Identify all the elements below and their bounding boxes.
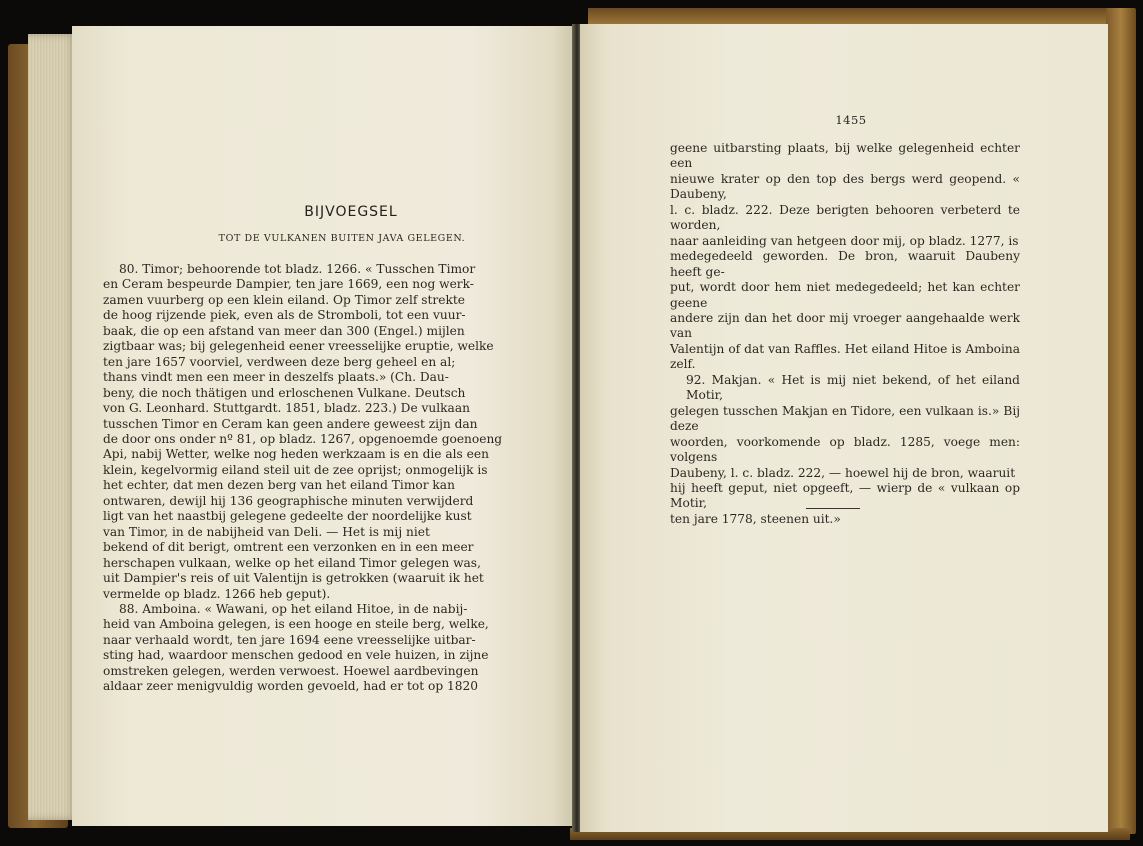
text-line: de hoog rijzende piek, even als de Stromboli, tot een vuur- [103, 308, 466, 323]
page-number: 1455 [835, 113, 867, 127]
text-line: von G. Leonhard. Stuttgardt. 1851, bladz. 223.) De vulkaan [103, 401, 470, 416]
text-line: Valentijn of dat van Raffles. Het eiland Hitoe is Amboina zelf. [670, 341, 1020, 372]
text-line: geene uitbarsting plaats, bij welke gelegenheid echter een [670, 141, 1020, 171]
text-line: herschapen vulkaan, welke op het eiland Timor gelegen was, [103, 555, 481, 570]
text-line: Api, nabij Wetter, welke nog heden werkzaam is en die als een [103, 447, 489, 462]
text-line: andere zijn dan het door mij vroeger aangehaalde werk van [670, 310, 1020, 341]
right-page-text [670, 141, 1020, 527]
text-line: baak, die op een afstand van meer dan 300 (Engel.) mijlen [103, 323, 465, 338]
text-line: ten jare 1657 voorviel, verdween deze berg geheel en al; [103, 354, 456, 369]
page-subtitle: TOT DE VULKANEN BUITEN JAVA GELEGEN. [218, 233, 466, 244]
text-line: ten jare 1778, steenen uit.» [670, 511, 841, 526]
text-line: vermelde op bladz. 1266 heb geput). [103, 586, 331, 601]
text-line: l. c. bladz. 222. Deze berigten behooren verbeterd te worden, [670, 202, 1020, 233]
left-page-text [103, 262, 511, 695]
text-line: medegedeeld geworden. De bron, waaruit Daubeny heeft ge- [670, 249, 1020, 279]
text-line: bekend of dit berigt, omtrent een verzonken en in een meer [103, 540, 474, 555]
text-line: thans vindt men een meer in deszelfs plaats.» (Ch. Dau- [103, 370, 449, 385]
text-line: naar aanleiding van hetgeen door mij, op bladz. 1277, is [670, 233, 1019, 248]
text-line: beny, die noch thätigen und erloschenen Vulkane. Deutsch [103, 385, 466, 400]
text-line: put, wordt door hem niet medegedeeld; het kan echter geene [670, 280, 1020, 310]
page-title: BIJVOEGSEL [304, 204, 398, 220]
text-line: uit Dampier's reis of uit Valentijn is getrokken (waaruit ik het [103, 571, 484, 586]
text-line: 80. Timor; behoorende tot bladz. 1266. « Tusschen Timor [119, 262, 476, 276]
text-line: de door ons onder nº 81, op bladz. 1267, opgenoemde goenoeng [103, 431, 503, 446]
text-line: ontwaren, dewijl hij 136 geographische minuten verwijderd [103, 493, 474, 508]
text-line: en Ceram bespeurde Dampier, ten jare 1669, een nog werk- [103, 277, 474, 292]
text-line: zigtbaar was; bij gelegenheid eener vreesselijke eruptie, welke [103, 339, 494, 354]
text-line: gelegen tusschen Makjan en Tidore, een vulkaan is.» Bij deze [670, 403, 1020, 434]
text-line: 88. Amboina. « Wawani, op het eiland Hitoe, in de nabij- [119, 601, 468, 616]
text-line: het echter, dat men dezen berg van het eiland Timor kan [103, 478, 455, 493]
text-line: 92. Makjan. « Het is mij niet bekend, of het eiland Motir, [686, 372, 1020, 403]
text-line: van Timor, in de nabijheid van Deli. — Het is mij niet [103, 524, 430, 539]
text-line: klein, kegelvormig eiland steil uit de zee oprijst; onmogelijk is [103, 462, 488, 477]
text-line: woorden, voorkomende op bladz. 1285, voege men: volgens [670, 434, 1020, 465]
text-line: Daubeny, l. c. bladz. 222, — hoewel hij de bron, waaruit [670, 465, 1016, 480]
right-cover-board [1106, 8, 1136, 834]
text-line: nieuwe krater op den top des bergs werd geopend. « Daubeny, [670, 171, 1020, 202]
left-page-edges [28, 34, 78, 820]
text-line: heid van Amboina gelegen, is een hooge en steile berg, welke, [103, 617, 489, 632]
text-line: tusschen Timor en Ceram kan geen andere geweest zijn dan [103, 416, 478, 431]
text-line: naar verhaald wordt, ten jare 1694 eene vreesselijke uitbar- [103, 632, 476, 647]
text-line: ligt van het naastbij gelegene gedeelte der noordelijke kust [103, 509, 472, 524]
text-line: aldaar zeer menigvuldig worden gevoeld, had er tot op 1820 [103, 679, 479, 694]
text-line: zamen vuurberg op een klein eiland. Op Timor zelf strekte [103, 292, 465, 307]
text-line: omstreken gelegen, werden verwoest. Hoewel aardbevingen [103, 663, 479, 678]
section-divider [806, 508, 860, 509]
text-line: sting had, waardoor menschen gedood en vele huizen, in zijne [103, 648, 489, 663]
text-line: hij heeft geput, niet opgeeft, — wierp de « vulkaan op Motir, [670, 480, 1020, 511]
